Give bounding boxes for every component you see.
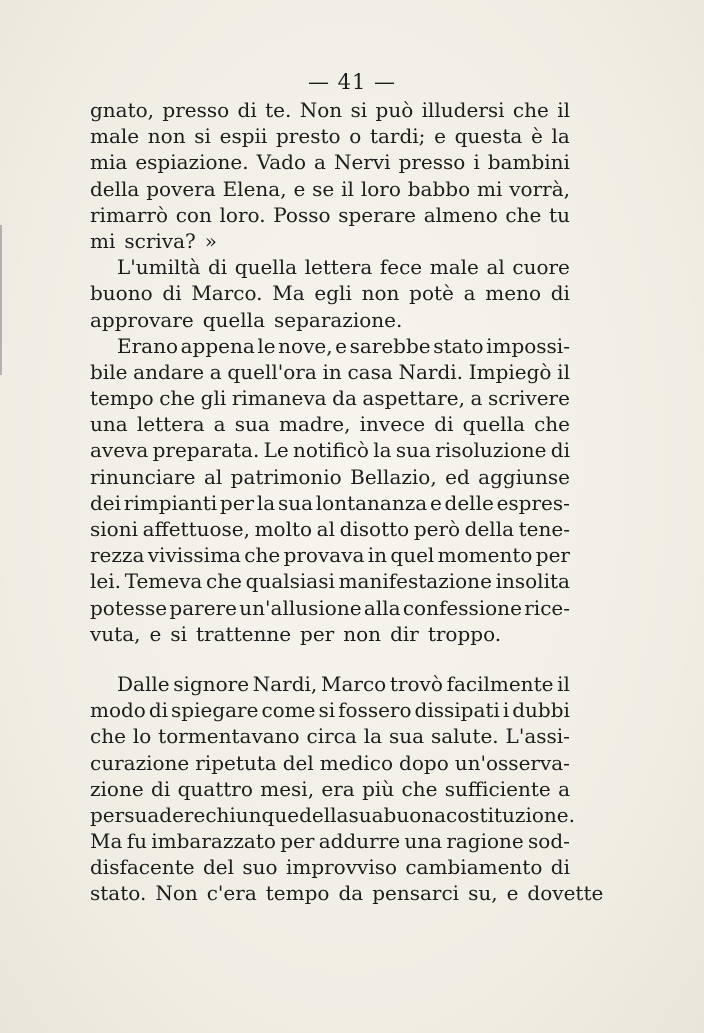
- text-line: buono di Marco. Ma egli non potè a meno di: [90, 281, 570, 306]
- paragraph: [90, 671, 604, 907]
- text-line: male non si espii presto o tardi; e questa è la: [90, 124, 570, 149]
- text-line: approvare quella separazione.: [90, 307, 403, 332]
- text-line: una lettera a sua madre, invece di quella che: [90, 412, 570, 437]
- text-line: mi scriva? »: [90, 228, 217, 253]
- text-line: dei rimpianti per la sua lontananza e delle espres-: [90, 490, 570, 515]
- text-line: L'umiltà di quella lettera fece male al cuore: [117, 255, 570, 280]
- text-line: stato. Non c'era tempo da pensarci su, e dovette: [90, 881, 604, 906]
- text-line: tempo che gli rimaneva da aspettare, a scrivere: [90, 386, 570, 411]
- text-line: della povera Elena, e se il loro babbo mi vorrà,: [90, 176, 570, 201]
- body-text: [90, 97, 604, 907]
- page-number: — 41 —: [307, 70, 397, 94]
- text-line: Ma fu imbarazzato per addurre una ragione sod-: [90, 829, 570, 854]
- text-line: rinunciare al patrimonio Bellazio, ed aggiunse: [90, 464, 570, 489]
- text-line: curazione ripetuta del medico dopo un'osserva-: [90, 750, 570, 775]
- text-line: persuadere chiunque della sua buona costituzione.: [90, 802, 575, 827]
- text-line: Dalle signore Nardi, Marco trovò facilmente il: [117, 671, 570, 696]
- text-line: mia espiazione. Vado a Nervi presso i bambini: [90, 150, 570, 175]
- text-line: vuta, e si trattenne per non dir troppo.: [90, 621, 502, 646]
- text-line: che lo tormentavano circa la sua salute. L'assi-: [90, 724, 570, 749]
- text-line: aveva preparata. Le notificò la sua risoluzione di: [90, 438, 570, 463]
- text-line: potesse parere un'allusione alla confessione rice-: [90, 595, 570, 620]
- text-line: sioni affettuose, molto al disotto però della tene-: [90, 517, 570, 541]
- text-line: rezza vivissima che provava in quel momento per: [90, 543, 570, 568]
- text-line: lei. Temeva che qualsiasi manifestazione insolita: [90, 569, 570, 594]
- text-line: rimarrò con loro. Posso sperare almeno che tu: [90, 202, 570, 227]
- text-line: disfacente del suo improvviso cambiamento di: [90, 855, 570, 880]
- paragraph: [90, 333, 570, 647]
- paragraph: [90, 97, 570, 254]
- text-line: gnato, presso di te. Non si può illudersi che il: [90, 98, 570, 122]
- text-line: bile andare a quell'ora in casa Nardi. Impiegò il: [90, 359, 570, 384]
- text-line: Erano appena le nove, e sarebbe stato impossi-: [117, 333, 570, 358]
- page-edge-shadow: [0, 225, 14, 375]
- text-line: zione di quattro mesi, era più che sufficiente a: [90, 776, 570, 801]
- paragraph-gap: [90, 647, 570, 671]
- text-line: modo di spiegare come si fossero dissipati i dubbi: [90, 698, 570, 723]
- paragraph: [90, 254, 570, 333]
